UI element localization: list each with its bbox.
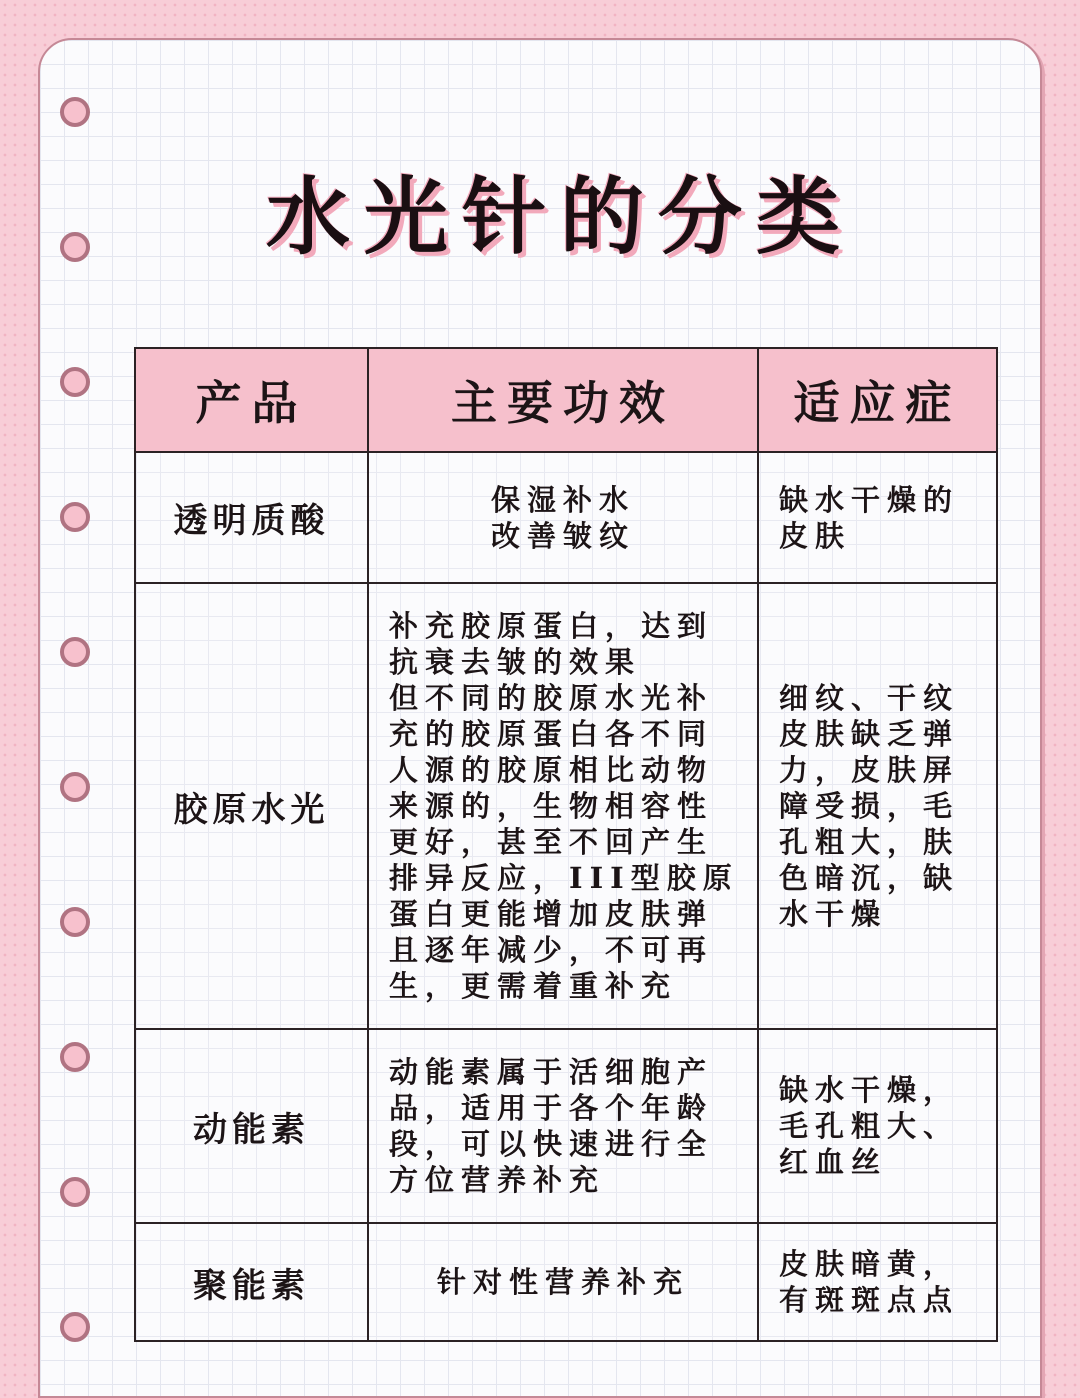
header-main-effect: 主要功效 [368, 348, 758, 452]
indication-line: 有斑斑点点 [779, 1283, 960, 1317]
table-row [135, 452, 997, 583]
indication-line: 红血丝 [779, 1145, 888, 1179]
binder-ring-icon [60, 637, 90, 667]
classification-table [134, 347, 998, 1342]
indication-line: 皮肤暗黄， [779, 1247, 960, 1281]
page-title: 水光针的分类 [265, 167, 854, 266]
binder-ring-icon [60, 97, 90, 127]
product-cell: 动能素 [135, 1029, 368, 1223]
effect-line: 保湿补水 [490, 482, 635, 517]
effect-line: 段，可以快速进行全 [389, 1127, 714, 1161]
indication-line: 细纹、干纹 [779, 681, 960, 715]
indication-line: 皮肤 [779, 518, 852, 553]
binder-ring-icon [60, 502, 90, 532]
effect-line: 补充胶原蛋白，达到 [389, 609, 714, 643]
indication-cell [758, 1223, 997, 1341]
effect-line: 更好，甚至不回产生 [389, 825, 714, 859]
indication-cell [758, 1029, 997, 1223]
binder-ring-icon [60, 1042, 90, 1072]
effect-line: 抗衰去皱的效果 [389, 645, 642, 679]
effect-line: 生，更需着重补充 [389, 969, 678, 1003]
effect-cell [368, 1223, 758, 1341]
binder-ring-icon [60, 1312, 90, 1342]
product-cell: 胶原水光 [135, 583, 368, 1029]
binder-ring-icon [60, 772, 90, 802]
indication-line: 缺水干燥， [779, 1073, 960, 1107]
effect-cell [368, 1029, 758, 1223]
binder-ring-icon [60, 1177, 90, 1207]
effect-line: 排异反应，III型胶原 [389, 861, 739, 895]
indication-line: 缺水干燥的 [779, 482, 960, 517]
effect-line: 充的胶原蛋白各不同 [389, 717, 714, 751]
effect-line: 方位营养补充 [389, 1163, 606, 1197]
binder-ring-icon [60, 907, 90, 937]
effect-line: 针对性营养补充 [436, 1265, 689, 1299]
effect-line: 改善皱纹 [490, 518, 635, 553]
effect-line: 但不同的胶原水光补 [389, 681, 714, 715]
indication-line: 障受损，毛 [779, 789, 960, 823]
header-product: 产品 [135, 348, 368, 452]
effect-line: 动能素属于活细胞产 [389, 1055, 714, 1089]
indication-line: 毛孔粗大、 [779, 1109, 960, 1143]
effect-line: 来源的，生物相容性 [389, 789, 714, 823]
binder-ring-icon [60, 367, 90, 397]
indication-line: 色暗沉，缺 [779, 861, 960, 895]
effect-line: 人源的胶原相比动物 [389, 753, 714, 787]
effect-cell [368, 452, 758, 583]
indication-line: 水干燥 [779, 897, 888, 931]
table-header-row [135, 348, 997, 452]
indication-line: 皮肤缺乏弹 [779, 717, 960, 751]
effect-line: 品，适用于各个年龄 [389, 1091, 714, 1125]
effect-line: 蛋白更能增加皮肤弹 [389, 897, 714, 931]
indication-line: 孔粗大，肤 [779, 825, 960, 859]
product-cell: 聚能素 [135, 1223, 368, 1341]
indication-cell [758, 452, 997, 583]
table-row [135, 1223, 997, 1341]
product-cell: 透明质酸 [135, 452, 368, 583]
table-row [135, 583, 997, 1029]
effect-cell [368, 583, 758, 1029]
indication-cell [758, 583, 997, 1029]
indication-line: 力，皮肤屏 [779, 753, 960, 787]
table-row [135, 1029, 997, 1223]
header-indication: 适应症 [758, 348, 997, 452]
effect-line: 且逐年减少，不可再 [389, 933, 714, 967]
